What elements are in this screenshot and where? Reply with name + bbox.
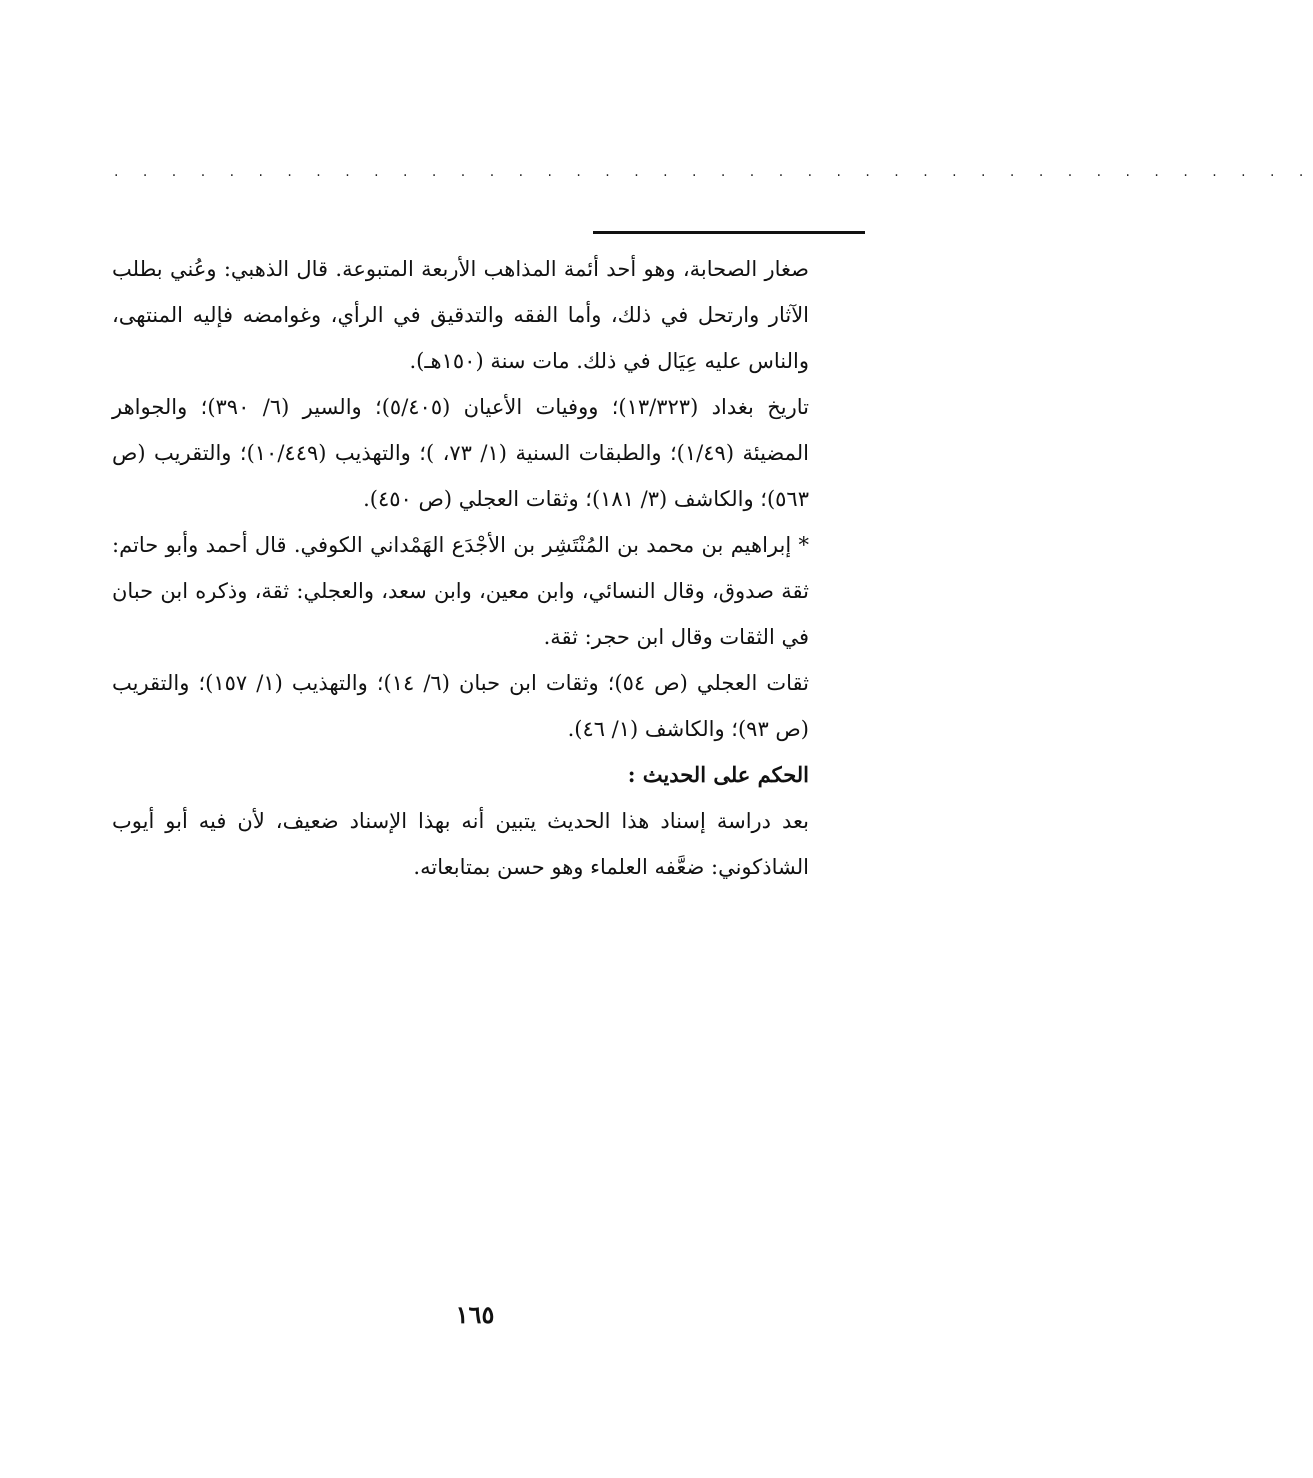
references-paragraph: تاريخ بغداد (١٣/٣٢٣)؛ ووفيات الأعيان (٥/٤٠٥)؛ والسير (٦/ ٣٩٠)؛ والجواهر المضيئة (١/٤٩)؛ والطبقات السنية (١/ ٧٣، )؛ والتهذيب (١٠/٤٤٩)؛ والتقريب (ص ٥٦٣)؛ والكاشف (٣/ ١٨١)؛ وثقات العجلي (ص ٤٥٠).: [112, 395, 809, 511]
footnote-body: [112, 246, 809, 890]
references-paragraph-2: ثقات العجلي (ص ٥٤)؛ وثقات ابن حبان (٦/ ١٤)؛ والتهذيب (١/ ١٥٧)؛ والتقريب (ص ٩٣)؛ والكاشف (١/ ٤٦).: [112, 671, 809, 741]
ruling-paragraph: بعد دراسة إسناد هذا الحديث يتبين أنه بهذا الإسناد ضعيف، لأن فيه أبو أيوب الشاذكوني: ضعَّفه العلماء وهو حسن بمتابعاته.: [112, 809, 809, 879]
footnote-separator-dots: · · · · · · · · · · · · · · · · · · · · · · · · · · · · · · · · · · · · · · · · · ·: [114, 168, 1313, 184]
narrator-entry-paragraph: * إبراهيم بن محمد بن المُنْتَشِر بن الأجْدَع الهَمْداني الكوفي. قال أحمد وأبو حاتم: ثقة صدوق، وقال النسائي، وابن معين، وابن سعد، والعجلي: ثقة، وذكره ابن حبان في الثقات وقال ابن حجر: ثقة.: [112, 533, 809, 649]
page-number: ١٦٥: [455, 1300, 495, 1329]
ruling-heading: الحكم على الحديث :: [627, 762, 809, 787]
narrator-bio-paragraph: صغار الصحابة، وهو أحد أئمة المذاهب الأربعة المتبوعة. قال الذهبي: وعُني بطلب الآثار وارتحل في ذلك، وأما الفقه والتدقيق في الرأي، وغوامضه فإليه المنتهى، والناس عليه عِيَال في ذلك. مات سنة (١٥٠هـ).: [112, 257, 809, 373]
footnote-rule: [593, 231, 865, 234]
